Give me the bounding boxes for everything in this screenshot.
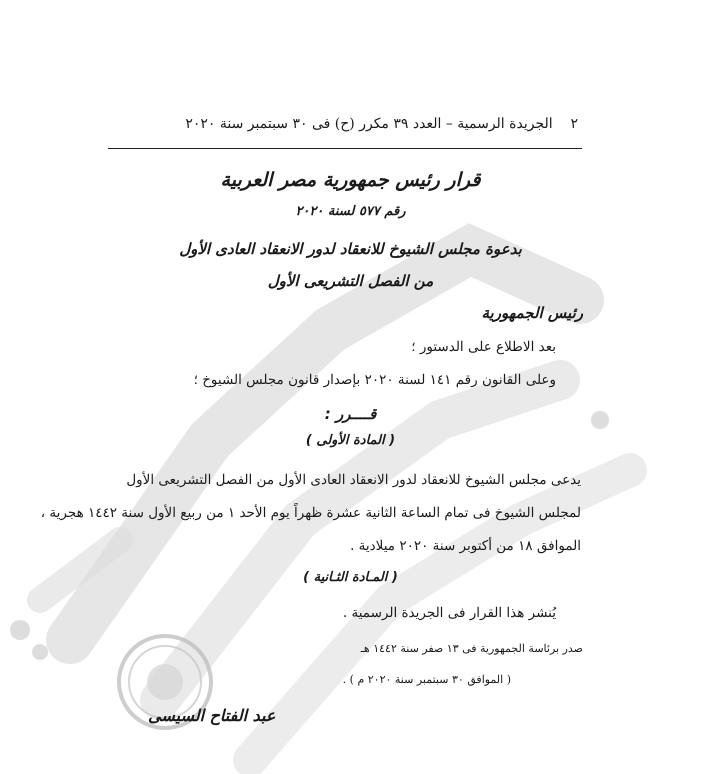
decree-subject-line1: بدعوة مجلس الشيوخ للانعقاد لدور الانعقاد العادى الأول [179, 240, 522, 258]
issue-line: الجريدة الرسمية – العدد ٣٩ مكرر (ح) فى ٣٠ سبتمبر سنة ٢٠٢٠ [185, 116, 553, 132]
preamble-law: وعلى القانون رقم ١٤١ لسنة ٢٠٢٠ بإصدار قانون مجلس الشيوخ ؛ [193, 372, 556, 388]
issuer-heading: رئيس الجمهورية [481, 304, 583, 322]
preamble-constitution: بعد الاطلاع على الدستور ؛ [411, 339, 556, 355]
header-divider [108, 148, 582, 149]
article-1-line2: لمجلس الشيوخ فى تمام الساعة الثانية عشرة ظهراً يوم الأحد ١ من ربيع الأول سنة ١٤٤٢ هجرية ، [40, 505, 581, 521]
decree-number: رقم ٥٧٧ لسنة ٢٠٢٠ [295, 204, 406, 219]
gazette-header [108, 116, 578, 132]
issued-at: صدر برئاسة الجمهورية فى ١٣ صفر سنة ١٤٤٢ هـ [360, 642, 583, 655]
decided-heading: قــــرر : [324, 405, 377, 423]
article-2-title: ( المـادة الثـانية ) [303, 570, 398, 585]
article-2-text: يُنشر هذا القرار فى الجريدة الرسمية . [342, 605, 556, 621]
decree-title: قرار رئيس جمهورية مصر العربية [220, 169, 481, 191]
article-1-line3: الموافق ١٨ من أكتوبر سنة ٢٠٢٠ ميلادية . [350, 538, 581, 554]
article-1-line1: يدعى مجلس الشيوخ للانعقاد لدور الانعقاد العادى الأول من الفصل التشريعى الأول [126, 472, 581, 488]
page-number: ٢ [570, 116, 578, 132]
gregorian-date: ( الموافق ٣٠ سبتمبر سنة ٢٠٢٠ م ) . [342, 673, 511, 686]
decree-subject-line2: من الفصل التشريعى الأول [267, 272, 434, 290]
article-1-title: ( المادة الأولى ) [305, 433, 396, 448]
signature: عبد الفتاح السيسى [148, 706, 276, 725]
